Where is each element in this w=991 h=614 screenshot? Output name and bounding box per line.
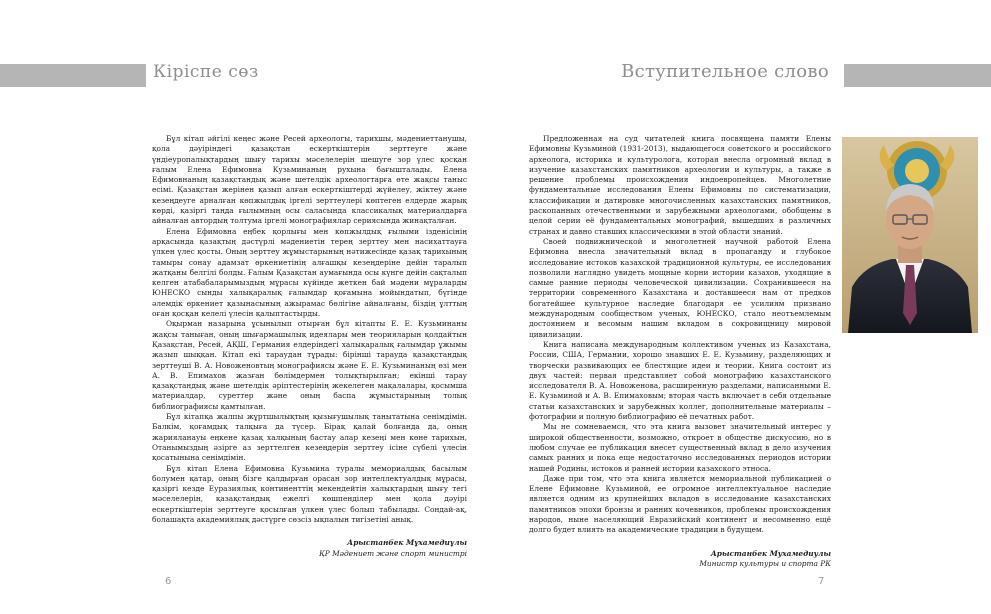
right-signature-role: Министр культуры и спорта РК bbox=[699, 558, 831, 568]
right-paragraph-1: Предложенная на суд читателей книга посвящена памяти Елены Ефимовны Кузьминой (1931-2013), выдающегося советского и российского археолога, историка и культуролога, которая внесла огромный вклад в изучение казахстанских памятников археологии и культуры, а также в решение проблемы происхождения индоевропейцев. Многолетние фундаментальные исследования Елены Ефимовны по систематизации, классификации и датировке многочисленных казахстанских памятников, раскопанных отечественными и зарубежными археологами, обобщены в целой серии её фундаментальных монографий, вышедших в различных странах и давно ставших классическими в этой области знаний. bbox=[529, 134, 831, 236]
left-signature-name: Арыстанбек Мұхамедиұлы bbox=[347, 538, 467, 548]
minister-portrait bbox=[842, 137, 978, 333]
left-signature bbox=[152, 538, 467, 559]
left-paragraph-1: Бұл кітап әйгілі кеңес және Ресей археологы, тарихшы, мәдениеттанушы, қола дәуіріндегі қазақстан ескерткіштерін зерттеуге және үндіеуропалықтардың шығу тарихы мәселелерін шешуге зор үлес қосқан ғалым Елена Ефимовна Кузьминаның рухына бағышталады. Елена Ефимовнаның қазақстандық және шетелдік археологтарға өте жақсы таныс есімі. Қазақстан жерінен қазып алған ескерткіштерді жүйелеу, жіктеу және кезеңдеуге арналған көпжылдық іргелі зерттеулері көптеген елдерде жарық көрді, қазіргі таңда ғылымның осы саласында классикалық материалдарға айналған автордың толтума іргелі монографиялар сериясында жинақталған. bbox=[152, 134, 467, 226]
right-header-band bbox=[844, 64, 991, 87]
left-signature-role: ҚР Мәдениет және спорт министрі bbox=[319, 548, 467, 558]
portrait-image bbox=[842, 137, 978, 333]
left-header-band bbox=[0, 64, 146, 87]
left-page-heading: Кіріспе сөз bbox=[153, 62, 259, 82]
right-paragraph-4: Мы не сомневаемся, что эта книга вызовет значительный интерес у широкой общественности, возможно, откроет в обществе дискуссию, но в любом случае ее публикация внесет существенный вклад в дело изучения самых ранних и пока еще недостаточно исследованных периодов истории нашей Родины, истоков и ранней истории казахского этноса. bbox=[529, 422, 831, 473]
right-signature bbox=[529, 549, 831, 570]
left-paragraph-2: Елена Ефимовна еңбек қорлығы мен көпжылдық ғылыми ізденісінің арқасында қазақтың дәстүрлі мәдениетін терең зерттеу мен насихаттауға үлкен үлес қосты. Оның зерттеу жұмыстарының нәтижесінде қазақ тарихының тамыры сонау адамзат өркениетінің алғашқы кезеңдеріне дейін таралып жатқаны белгілі болды. Ғалым Қазақстан аумағында осы күнге дейін сақталып келген атабабаларымыздың мұрасы күйінде жеткен бай мәдени мұраларды ЮНЕСКО сынды халықаралық ғалымдар қоғамына мойындатып, бүгінде әлемдік өркениет қазынасының ажырамас бөлігіне айналғаны, біздің ұлттың оған қосқан келелі үлесін қалыптастырды. bbox=[152, 226, 467, 319]
right-paragraph-3: Книга написана международным коллективом ученых из Казахстана, России, США, Германии, хорошо знавших Е. Е. Кузьмину, разделяющих и творчески развивающих ее блестящие идеи и теории. Книга состоит из двух частей: первая представляет собой монографию казахстанского исследователя В. А. Новоженова, расширенную разделами, написанными Е. Е. Кузьминой и А. В. Епимаховым; вторая часть включает в себя отдельные статьи казахстанских и зарубежных коллег, дополнительные материалы – фотографии и полную библиографию её печатных работ. bbox=[529, 339, 831, 422]
left-page-number: 6 bbox=[165, 576, 172, 587]
right-signature-name: Арыстанбек Мухамедиулы bbox=[710, 548, 831, 558]
left-page-body bbox=[152, 134, 467, 559]
right-page-number: 7 bbox=[818, 576, 825, 587]
right-paragraph-2: Своей подвижнической и многолетней научной работой Елена Ефимовна внесла значительный вклад в пропаганду и глубокое исследование истоков казахской традиционной культуры, ее исследования позволили наглядно увидеть мощные корни истории казахов, уходящие в самые ранние периоды человеческой цивилизации. Сохранившееся на территории современного Казахстана и доставшееся нам от предков богатейшее культурное наследие благодаря ее усилиям признано международным сообществом ученых, ЮНЕСКО, стало неотъемлемым достоянием и весомым нашим вкладом в сокровищницу мировой цивилизации. bbox=[529, 236, 831, 339]
right-page-heading: Вступительное слово bbox=[621, 61, 829, 82]
right-paragraph-5: Даже при том, что эта книга является мемориальной публикацией о Елене Ефимовне Кузьминой, ее огромное интеллектуальное наследие является одним из крупнейших вкладов в исследование казахстанских памятников эпохи бронзы и ранних кочевников, проблемы происхождения народов, ныне населяющий Евразийский континент и несомненно ещё долго будет влиять на академические традиции в будущем. bbox=[529, 473, 831, 535]
left-paragraph-3: Оқырман назарына ұсынылып отырған бұл кітапты Е. Е. Кузьминаны жақсы таныған, оның шығармашылық идеялары мен теорияларын қолдайтын Қазақстан, Ресей, АҚШ, Германия елдеріндегі халықаралық ғалымдар ұжымы жазып шыққан. Кітап екі тараудан тұрады: бірінші тарауда қазақстандық зерттеуші В. А. Новоженовтың монографиясы және Е. Е. Кузьминаның өзі мен А. В. Епимахов жазған бөлімдермен толықтырылған; екінші тарау қазақстандық және шетелдік әріптестерінің жекелеген мақалалары, қосымша материалдар, суреттер және оның баспа жұмыстарының толық библиографиясы қамтылған. bbox=[152, 319, 467, 411]
left-paragraph-5: Бұл кітап Елена Ефимовна Кузьмина туралы мемориалдық басылым болумен қатар, оның бізге қалдырған орасан зор интеллектуалдық мұрасы, қазіргі кезде Еуразиялық континенттің мекендейтін халықтардың шығу тегі мәселелерін, қазақстандық ежелгі көшпенділер мен қола дәуірі ескерткіштерін зерттеуге қосылған үлкен үлес болып табылады. Сондай-ақ, болашақта академиялық дәстүрге сөзсіз ықпалын тигізетіні анық. bbox=[152, 463, 467, 524]
right-page-body bbox=[529, 134, 831, 569]
left-paragraph-4: Бұл кітапқа жалпы жұртшылықтың қызығушылық танытатына сенімдімін. Балкім, қоғамдық талқыға да түсер. Бірақ қалай болғанда да, оның жарияланауы еңкене қазақ халқының бастау алар кезеңі мен көне тарихын, Отанымыздың әзірге аз зерттелген кезеңдерін зерттеу ісіне сүбелі үлесін қосатынына сенімдімін. bbox=[152, 412, 467, 463]
